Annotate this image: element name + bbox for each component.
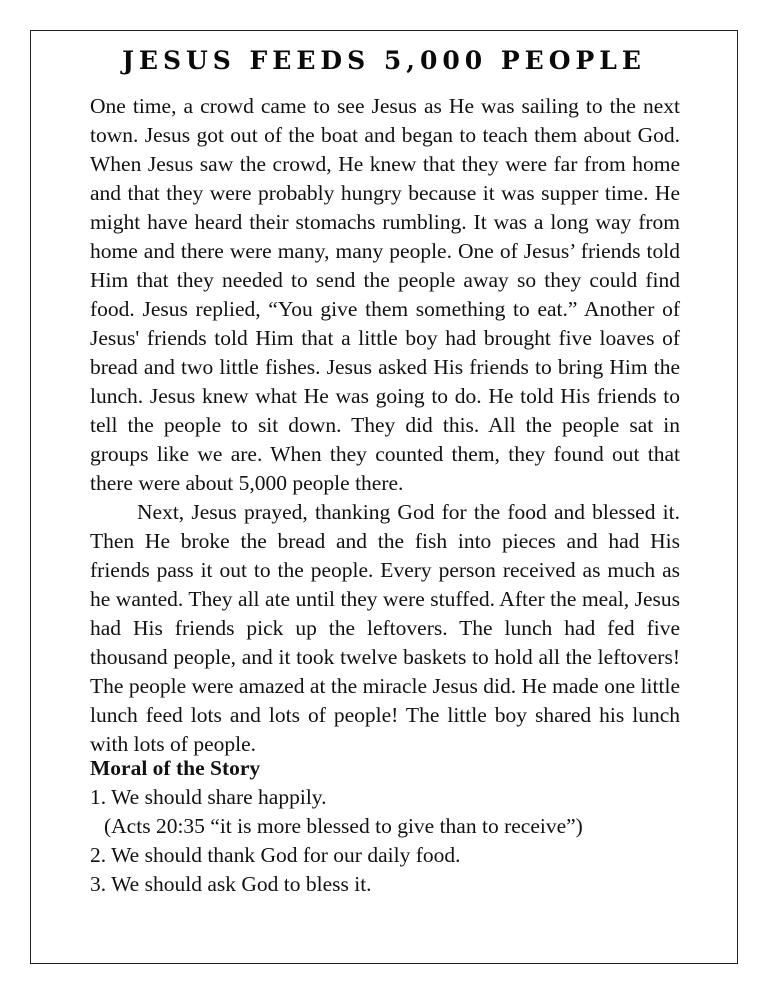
moral-item-2: 2. We should thank God for our daily food. [90, 843, 461, 867]
moral-heading: Moral of the Story [90, 756, 261, 780]
story-text [90, 92, 680, 759]
story-paragraph-2: Next, Jesus prayed, thanking God for the food and blessed it. Then He broke the bread and the fish into pieces and had His friends pass it out to the people. Every person received as much as he wanted. They all ate until they were stuffed. After the meal, Jesus had His friends pick up the leftovers. The lunch had fed five thousand people, and it took twelve baskets to hold all the leftovers! The people were amazed at the miracle Jesus did. He made one little lunch feed lots and lots of people! The little boy shared his lunch with lots of people. [90, 500, 680, 756]
moral-item-1: 1. We should share happily. [90, 785, 327, 809]
moral-scripture-reference: (Acts 20:35 “it is more blessed to give than to receive”) [104, 814, 583, 838]
story-paragraph-1: One time, a crowd came to see Jesus as He was sailing to the next town. Jesus got out of the boat and began to teach them about God. When Jesus saw the crowd, He knew that they were far from home and that they were probably hungry because it was supper time. He might have heard their stomachs rumbling. It was a long way from home and there were many, many people. One of Jesus’ friends told Him that they needed to send the people away so they could find food. Jesus replied, “You give them something to eat.” Another of Jesus' friends told Him that a little boy had brought five loaves of bread and two little fishes. Jesus asked His friends to bring Him the lunch. Jesus knew what He was going to do. He told His friends to tell the people to sit down. They did this. All the people sat in groups like we are. When they counted them, they found out that there were about 5,000 people there. [90, 94, 680, 495]
moral-section [90, 754, 690, 899]
page-title: JESUS FEEDS 5,000 PEOPLE [122, 46, 646, 75]
moral-item-3: 3. We should ask God to bless it. [90, 872, 372, 896]
